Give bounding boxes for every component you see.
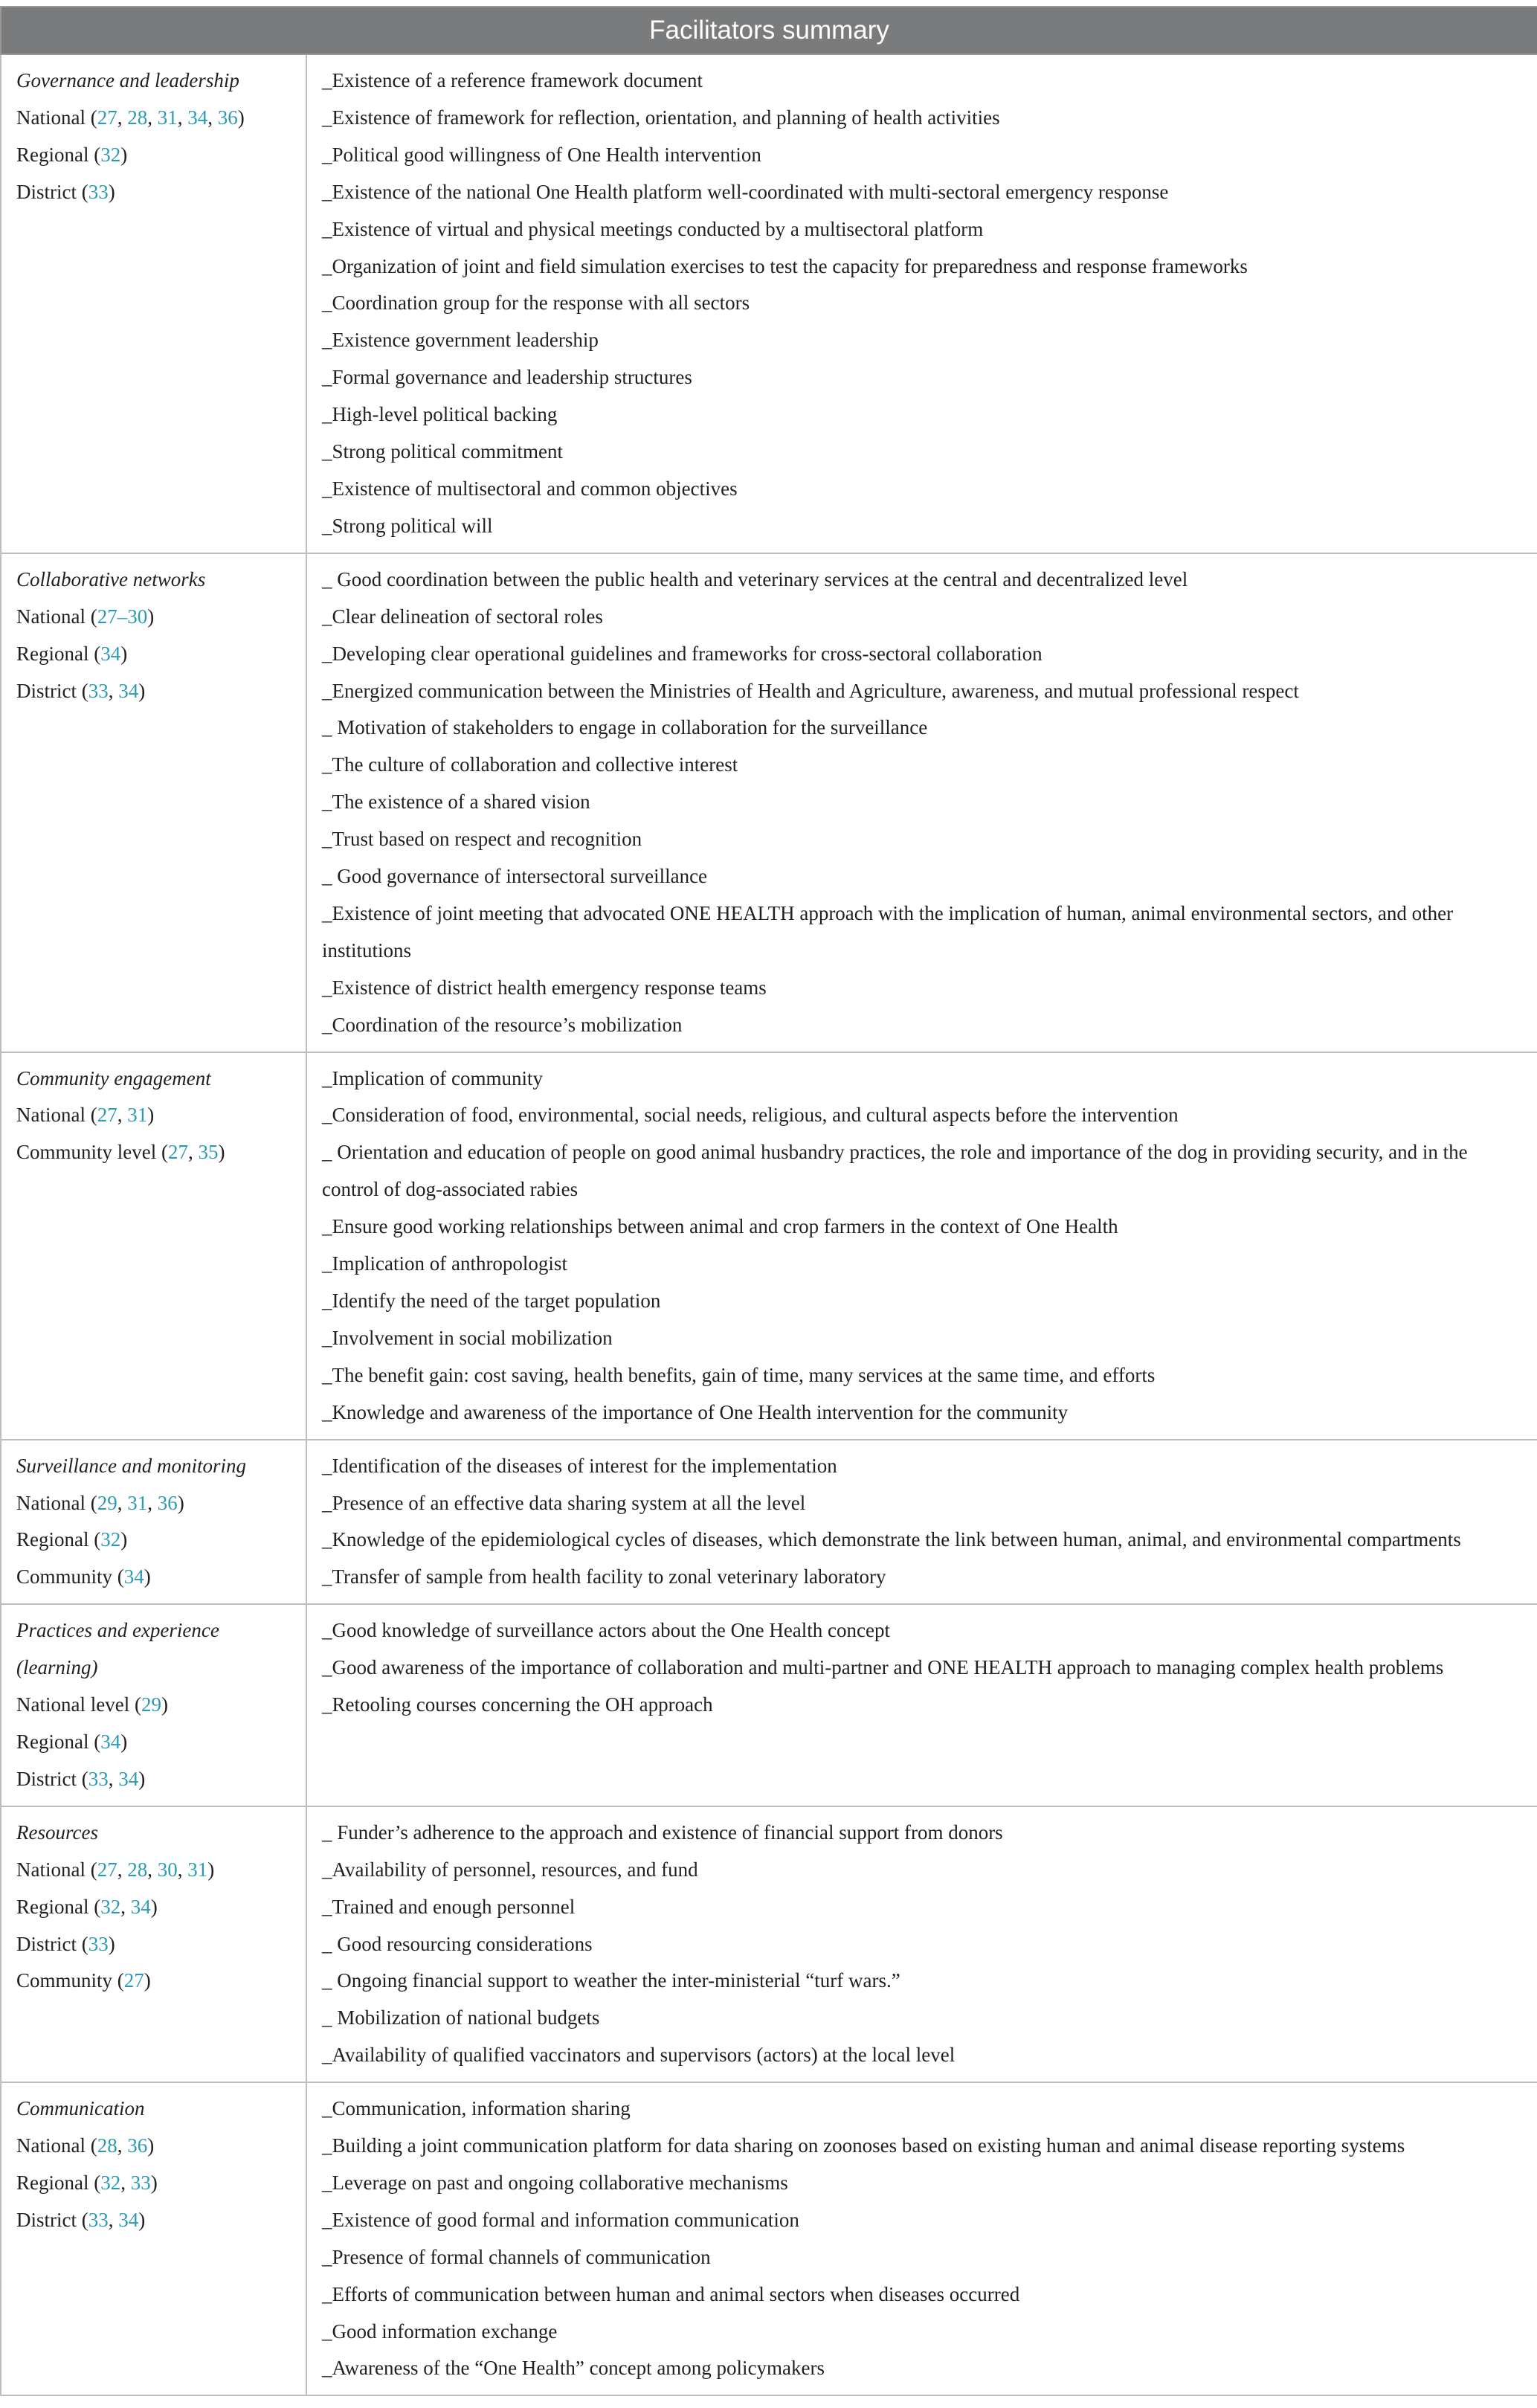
citation-link[interactable]: 27 — [97, 1858, 117, 1881]
category-cell — [1, 553, 306, 1052]
facilitator-item: _Leverage on past and ongoing collaborative mechanisms — [322, 2171, 788, 2194]
facilitator-item: _Transfer of sample from health facility to zonal veterinary laboratory — [322, 1565, 886, 1588]
level-label: Community — [16, 1565, 113, 1588]
citation-link[interactable]: 32 — [100, 2171, 121, 2194]
facilitator-item: _Strong political will — [322, 514, 493, 537]
citation-link[interactable]: 34 — [118, 679, 139, 702]
citation-link[interactable]: 34 — [118, 2208, 139, 2231]
facilitator-item: _Communication, information sharing — [322, 2097, 631, 2120]
table-row — [1, 1052, 1537, 1440]
level-label: District — [16, 2208, 77, 2231]
citation-link[interactable]: 33 — [88, 1767, 109, 1790]
category-title: Community engagement — [16, 1066, 211, 1089]
level-line: National level (29) — [16, 1693, 168, 1716]
table-row — [1, 2082, 1537, 2395]
category-cell — [1, 1440, 306, 1605]
facilitators-cell — [306, 2082, 1537, 2395]
citation-link[interactable]: 34 — [100, 642, 121, 665]
level-line: National (27, 31) — [16, 1104, 155, 1127]
citation-link[interactable]: 35 — [198, 1141, 219, 1164]
facilitator-item: _Availability of qualified vaccinators and supervisors (actors) at the local level — [322, 2044, 956, 2067]
citation-link[interactable]: 33 — [88, 180, 109, 203]
facilitator-item: _Trained and enough personnel — [322, 1895, 576, 1918]
citation-link[interactable]: 36 — [157, 1491, 178, 1514]
facilitator-item: _Building a joint communication platform for data sharing on zoonoses based on existing human and animal disease reporting systems — [322, 2134, 1405, 2157]
facilitator-item: _Existence government leadership — [322, 329, 599, 352]
facilitator-item: _ Good governance of intersectoral surveillance — [322, 865, 708, 888]
level-label: National — [16, 1104, 86, 1127]
citation-link[interactable]: 32 — [100, 1895, 121, 1918]
citation-link[interactable]: 27–30 — [97, 605, 148, 628]
facilitator-item: _Coordination group for the response with all sectors — [322, 292, 750, 315]
facilitators-cell — [306, 553, 1537, 1052]
level-line: Regional (32, 34) — [16, 1895, 158, 1918]
level-line: Regional (32) — [16, 1528, 128, 1551]
level-line: Community (27) — [16, 1969, 151, 1992]
level-label: Regional — [16, 143, 89, 166]
level-label: Regional — [16, 1528, 89, 1551]
facilitator-item: _Formal governance and leadership structures — [322, 366, 692, 389]
facilitator-item: _Existence of virtual and physical meetings conducted by a multisectoral platform — [322, 217, 984, 240]
facilitator-item: _Involvement in social mobilization — [322, 1326, 613, 1349]
facilitators-cell — [306, 54, 1537, 553]
level-label: District — [16, 180, 77, 203]
citation-link[interactable]: 29 — [97, 1491, 117, 1514]
category-cell — [1, 54, 306, 553]
citation-link[interactable]: 34 — [130, 1895, 151, 1918]
facilitator-item: _Good information exchange — [322, 2320, 558, 2343]
table-row — [1, 1440, 1537, 1605]
facilitator-item: _Awareness of the “One Health” concept among policymakers — [322, 2357, 825, 2380]
level-label: Community — [16, 1969, 113, 1992]
citation-link[interactable]: 27 — [168, 1141, 188, 1164]
level-label: District — [16, 1767, 77, 1790]
facilitator-item: _Good awareness of the importance of collaboration and multi-partner and ONE HEALTH approach to managing complex health problems — [322, 1656, 1444, 1679]
facilitators-table — [0, 6, 1537, 2396]
facilitator-item: _Existence of the national One Health platform well-coordinated with multi-sectoral emergency response — [322, 180, 1169, 203]
facilitators-cell — [306, 1440, 1537, 1605]
facilitator-item: _ Orientation and education of people on good animal husbandry practices, the role and importance of the dog in providing security, and in the control of dog-associated rabies — [322, 1141, 1468, 1201]
facilitator-item: _Trust based on respect and recognition — [322, 828, 642, 851]
facilitator-item: _Consideration of food, environmental, social needs, religious, and cultural aspects before the intervention — [322, 1104, 1179, 1127]
facilitator-item: _ Mobilization of national budgets — [322, 2006, 600, 2029]
citation-link[interactable]: 27 — [97, 1104, 117, 1127]
citation-link[interactable]: 36 — [127, 2134, 148, 2157]
facilitator-item: _Knowledge and awareness of the importance of One Health intervention for the community — [322, 1400, 1069, 1423]
citation-link[interactable]: 33 — [88, 1932, 109, 1955]
category-cell — [1, 1052, 306, 1440]
citation-link[interactable]: 33 — [130, 2171, 151, 2194]
facilitator-item: _Efforts of communication between human and animal sectors when diseases occurred — [322, 2282, 1020, 2305]
category-title: Communication — [16, 2097, 145, 2120]
level-label: National — [16, 1491, 86, 1514]
level-label: National — [16, 1858, 86, 1881]
facilitator-item: _Knowledge of the epidemiological cycles of diseases, which demonstrate the link between human, animal, and environmental compartments — [322, 1528, 1461, 1551]
level-label: Community level — [16, 1141, 157, 1164]
facilitator-item: _ Motivation of stakeholders to engage in collaboration for the surveillance — [322, 716, 928, 739]
facilitator-item: _Existence of multisectoral and common objectives — [322, 477, 738, 500]
facilitator-item: _Ensure good working relationships between animal and crop farmers in the context of One Health — [322, 1215, 1118, 1238]
level-line: Regional (32) — [16, 143, 128, 166]
facilitator-item: _Strong political commitment — [322, 440, 563, 463]
level-label: National — [16, 106, 86, 129]
citation-link[interactable]: 34 — [187, 106, 208, 129]
facilitator-item: _Clear delineation of sectoral roles — [322, 605, 603, 628]
citation-link[interactable]: 32 — [100, 143, 121, 166]
facilitator-item: _Developing clear operational guidelines and frameworks for cross-sectoral collaboration — [322, 642, 1043, 665]
category-cell — [1, 2082, 306, 2395]
facilitator-item: _Retooling courses concerning the OH approach — [322, 1693, 713, 1716]
citation-link[interactable]: 27 — [123, 1969, 144, 1992]
facilitator-item: _Existence of a reference framework document — [322, 69, 703, 91]
citation-link[interactable]: 30 — [157, 1858, 178, 1881]
facilitator-item: _ Funder’s adherence to the approach and existence of financial support from donors — [322, 1821, 1003, 1844]
facilitator-item: _Presence of formal channels of communication — [322, 2245, 711, 2268]
level-line: National (29, 31, 36) — [16, 1491, 184, 1514]
citation-link[interactable]: 33 — [88, 2208, 109, 2231]
citation-link[interactable]: 31 — [187, 1858, 208, 1881]
level-line: District (33, 34) — [16, 679, 146, 702]
level-label: National level — [16, 1693, 130, 1716]
citation-link[interactable]: 32 — [100, 1528, 121, 1551]
level-label: Regional — [16, 642, 89, 665]
facilitators-cell — [306, 1604, 1537, 1806]
facilitator-item: _Identification of the diseases of interest for the implementation — [322, 1454, 837, 1477]
facilitator-item: _The existence of a shared vision — [322, 791, 590, 814]
table-body — [1, 54, 1537, 2395]
citation-link[interactable]: 28 — [127, 106, 148, 129]
facilitator-item: _Good knowledge of surveillance actors about the One Health concept — [322, 1619, 890, 1642]
facilitator-item: _High-level political backing — [322, 403, 558, 426]
level-label: National — [16, 605, 86, 628]
citation-link[interactable]: 31 — [127, 1104, 148, 1127]
facilitator-item: _The culture of collaboration and collective interest — [322, 753, 738, 776]
facilitator-item: _Existence of district health emergency response teams — [322, 976, 767, 999]
facilitator-item: _ Ongoing financial support to weather the inter-ministerial “turf wars.” — [322, 1969, 900, 1992]
category-title: Resources — [16, 1821, 98, 1844]
level-line: District (33) — [16, 180, 115, 203]
facilitator-item: _Presence of an effective data sharing system at all the level — [322, 1491, 806, 1514]
citation-link[interactable]: 34 — [123, 1565, 144, 1588]
level-line: District (33, 34) — [16, 2208, 146, 2231]
facilitator-item: _Organization of joint and field simulation exercises to test the capacity for preparedness and response frameworks — [322, 254, 1248, 277]
level-line: National (27–30) — [16, 605, 155, 628]
level-line: National (28, 36) — [16, 2134, 155, 2157]
citation-link[interactable]: 28 — [97, 2134, 117, 2157]
facilitator-item: _The benefit gain: cost saving, health benefits, gain of time, many services at the same time, and efforts — [322, 1363, 1156, 1386]
facilitator-item: _Coordination of the resource’s mobilization — [322, 1013, 683, 1036]
facilitator-item: _Implication of anthropologist — [322, 1252, 567, 1275]
category-cell — [1, 1604, 306, 1806]
citation-link[interactable]: 31 — [157, 106, 178, 129]
citation-link[interactable]: 28 — [127, 1858, 148, 1881]
table-row — [1, 54, 1537, 553]
level-line: Community level (27, 35) — [16, 1141, 225, 1164]
facilitator-item: _ Good resourcing considerations — [322, 1932, 593, 1955]
citation-link[interactable]: 29 — [141, 1693, 161, 1716]
table-row — [1, 1806, 1537, 2082]
facilitator-item: _Identify the need of the target population — [322, 1290, 661, 1312]
citation-link[interactable]: 34 — [100, 1730, 121, 1753]
category-cell — [1, 1806, 306, 2082]
category-title: Collaborative networks — [16, 567, 206, 590]
level-label: District — [16, 1932, 77, 1955]
citation-link[interactable]: 27 — [97, 106, 117, 129]
citation-link[interactable]: 31 — [127, 1491, 148, 1514]
table-row — [1, 553, 1537, 1052]
facilitator-item: _Existence of good formal and information communication — [322, 2208, 799, 2231]
level-line: Regional (34) — [16, 642, 128, 665]
facilitators-cell — [306, 1052, 1537, 1440]
facilitator-item: _Energized communication between the Ministries of Health and Agriculture, awareness, and mutual professional respect — [322, 679, 1299, 702]
citation-link[interactable]: 33 — [88, 679, 109, 702]
category-title: Surveillance and monitoring — [16, 1454, 246, 1477]
level-line: Regional (32, 33) — [16, 2171, 158, 2194]
facilitator-item: _Availability of personnel, resources, and fund — [322, 1858, 698, 1881]
table-header-row — [1, 7, 1537, 54]
facilitators-cell — [306, 1806, 1537, 2082]
facilitator-item: _Existence of joint meeting that advocated ONE HEALTH approach with the implication of human, animal environmental sectors, and other institutions — [322, 901, 1454, 962]
level-label: Regional — [16, 2171, 89, 2194]
level-line: National (27, 28, 31, 34, 36) — [16, 106, 245, 129]
level-line: District (33) — [16, 1932, 115, 1955]
level-line: Regional (34) — [16, 1730, 128, 1753]
level-line: District (33, 34) — [16, 1767, 146, 1790]
category-title: Practices and experience (learning) — [16, 1619, 219, 1679]
level-label: Regional — [16, 1895, 89, 1918]
level-line: Community (34) — [16, 1565, 151, 1588]
facilitator-item: _Implication of community — [322, 1066, 543, 1089]
level-label: Regional — [16, 1730, 89, 1753]
level-label: National — [16, 2134, 86, 2157]
facilitator-item: _Political good willingness of One Health intervention — [322, 143, 761, 166]
facilitator-item: _ Good coordination between the public health and veterinary services at the central and decentralized level — [322, 567, 1188, 590]
table-title: Facilitators summary — [1, 7, 1537, 54]
facilitator-item: _Existence of framework for reflection, orientation, and planning of health activities — [322, 106, 1000, 129]
table-row — [1, 1604, 1537, 1806]
citation-link[interactable]: 36 — [217, 106, 238, 129]
category-title: Governance and leadership — [16, 69, 239, 91]
level-line: National (27, 28, 30, 31) — [16, 1858, 215, 1881]
citation-link[interactable]: 34 — [118, 1767, 139, 1790]
level-label: District — [16, 679, 77, 702]
